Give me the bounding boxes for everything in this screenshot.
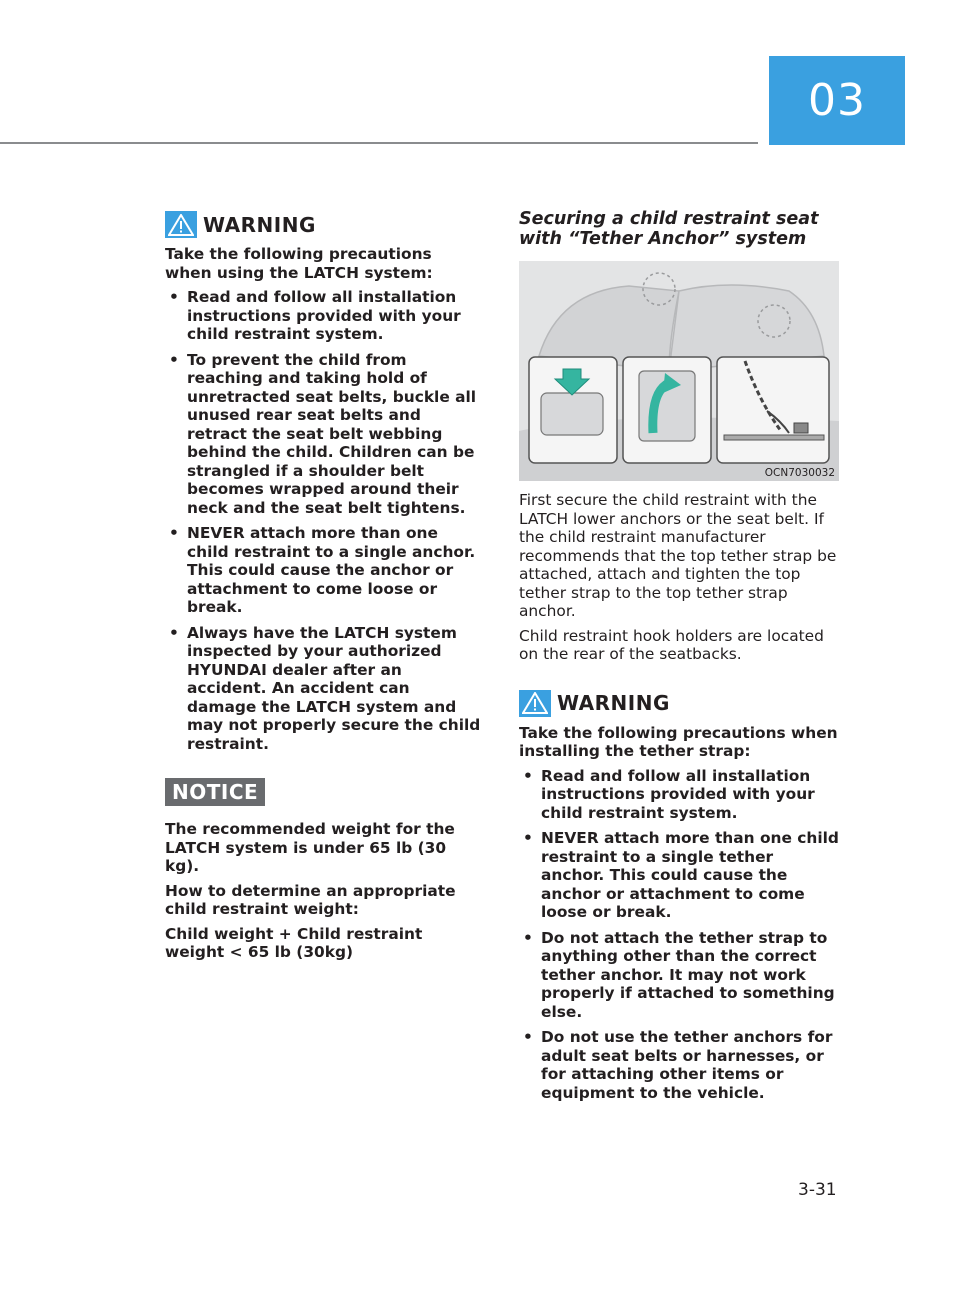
notice-paragraph: The recommended weight for the LATCH system is under 65 lb (30 kg).: [165, 820, 455, 875]
warning-heading: [165, 211, 483, 238]
notice-body: [165, 820, 483, 962]
figure-code: OCN7030032: [764, 467, 835, 479]
warning-triangle-icon: [519, 690, 551, 717]
right-column: [519, 209, 839, 1109]
list-item: • Read and follow all installation instructions provided with your child restraint system.: [519, 767, 839, 823]
notice-paragraph: Child weight + Child restraint weight < 65 lb (30kg): [165, 924, 423, 961]
warning-intro: Take the following precautions when using the LATCH system:: [165, 245, 433, 282]
list-item: • Do not use the tether anchors for adult seat belts or harnesses, or for attaching other items or equipment to the vehicle.: [519, 1028, 839, 1102]
body-text: [519, 491, 839, 664]
list-item: • NEVER attach more than one child restraint to a single anchor. This could cause the anchor or attachment to come loose or break.: [165, 524, 483, 617]
list-item: • Do not attach the tether strap to anything other than the correct tether anchor. It may not work properly if attached to something else.: [519, 929, 839, 1022]
list-item: • NEVER attach more than one child restraint to a single tether anchor. This could cause the anchor or attachment to come loose or break.: [519, 829, 839, 922]
chapter-rule: [0, 142, 758, 144]
body-paragraph: First secure the child restraint with the LATCH lower anchors or the seat belt. If the child restraint manufacturer recommends that the top tether strap be attached, attach and tighten the top tether strap to the top tether strap anchor.: [519, 491, 837, 620]
list-item: • Always have the LATCH system inspected by your authorized HYUNDAI dealer after an accident. An accident can damage the LATCH system and may not properly secure the child restraint.: [165, 624, 483, 754]
warning-body: [519, 724, 839, 1103]
page-number: 3-31: [798, 1180, 837, 1200]
seat-illustration: [519, 261, 839, 481]
notice-badge: NOTICE: [165, 778, 265, 806]
warning-title: WARNING: [557, 691, 670, 715]
left-column: [165, 211, 483, 968]
warning-heading: [519, 690, 839, 717]
warning-list: [519, 767, 839, 1103]
section-title: Securing a child restraint seat with “Tether Anchor” system: [519, 209, 819, 249]
warning-list: [165, 288, 483, 753]
body-paragraph: Child restraint hook holders are located on the rear of the seatbacks.: [519, 626, 824, 663]
tether-anchor-illustration: [519, 261, 839, 481]
warning-intro: Take the following precautions when installing the tether strap:: [519, 723, 838, 760]
list-item: • Read and follow all installation instructions provided with your child restraint system.: [165, 288, 483, 344]
warning-triangle-icon: [165, 211, 197, 238]
chapter-tab: 03: [769, 56, 905, 145]
list-item: • To prevent the child from reaching and taking hold of unretracted seat belts, buckle all unused rear seat belts and retract the seat belt webbing behind the child. Children can be strangled if a shoulder belt becomes wrapped around their neck and the seat belt tightens.: [165, 351, 483, 518]
warning-body: [165, 245, 483, 753]
notice-paragraph: How to determine an appropriate child restraint weight:: [165, 881, 456, 918]
warning-title: WARNING: [203, 212, 316, 237]
